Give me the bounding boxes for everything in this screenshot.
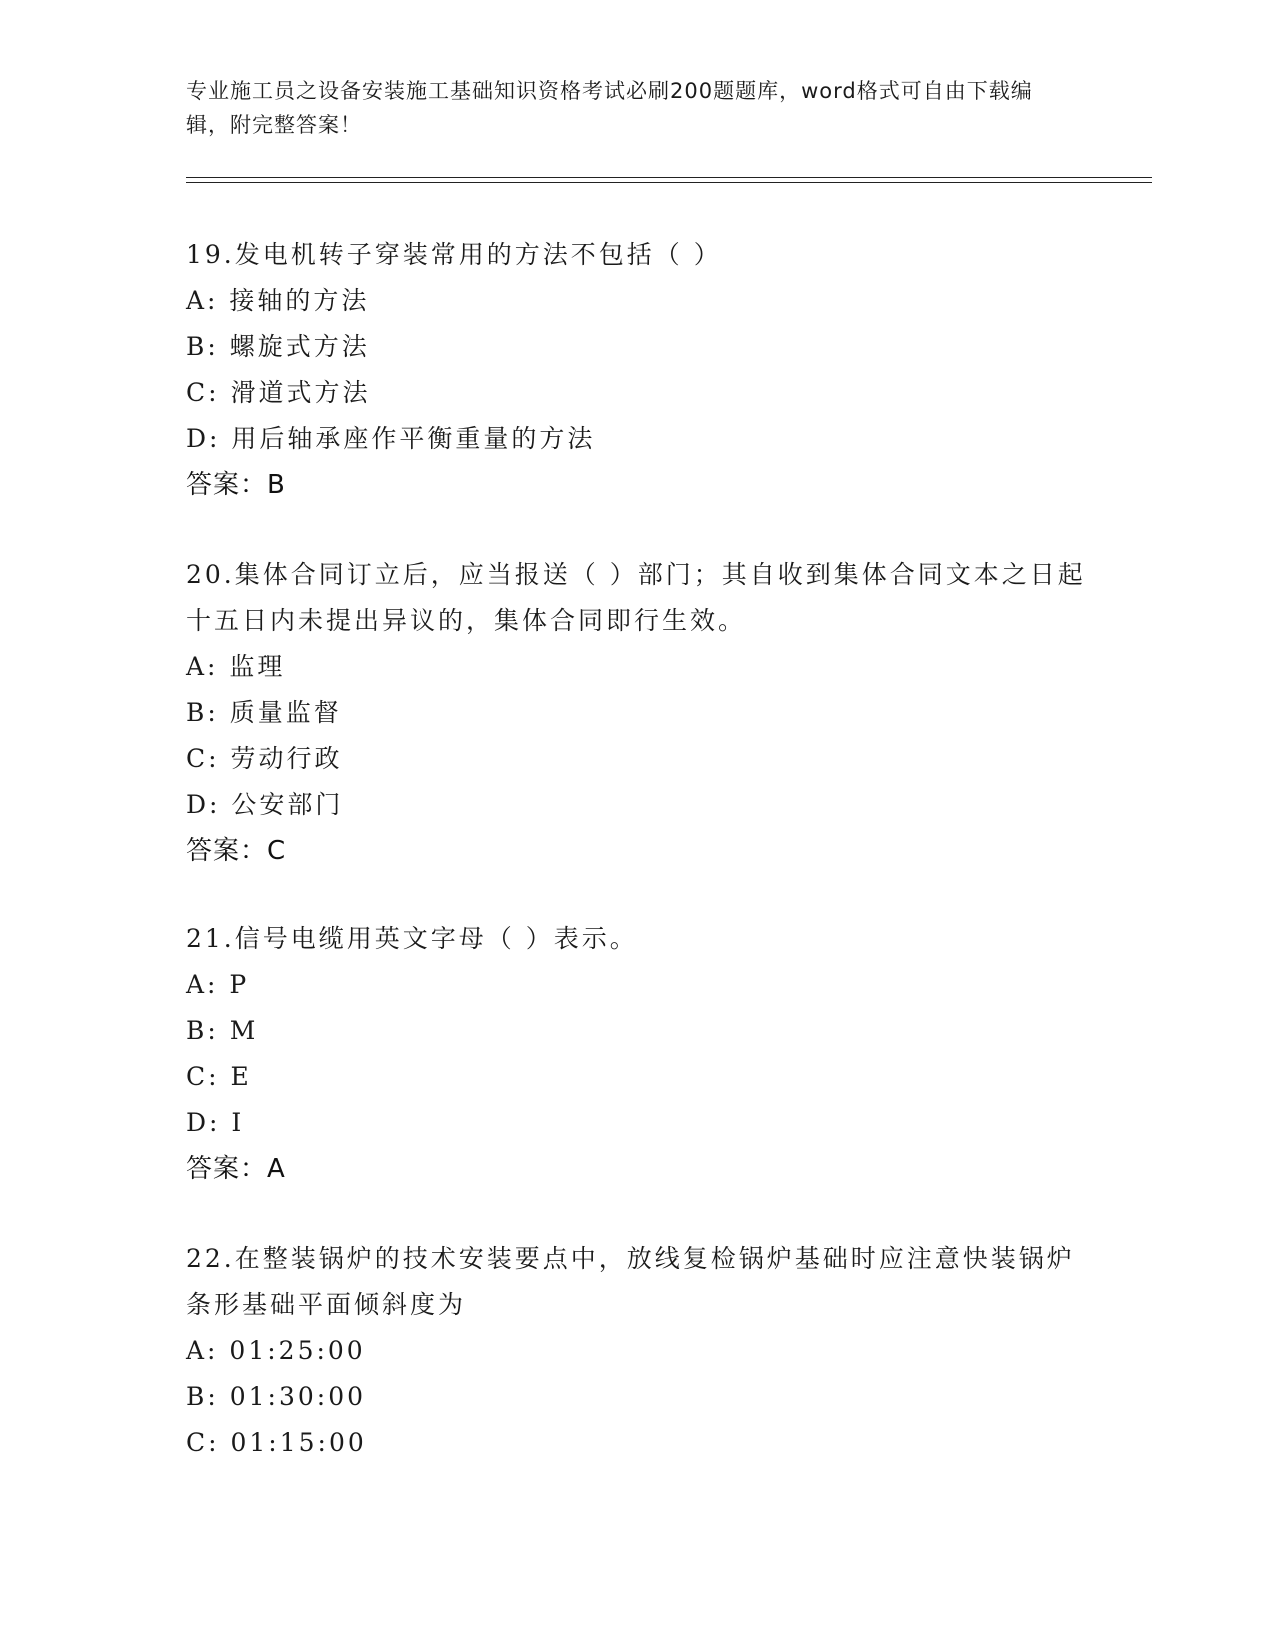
question-stem: 22.在整装锅炉的技术安装要点中，放线复检锅炉基础时应注意快装锅炉条形基础平面倾斜度为 — [186, 1244, 1075, 1319]
question-stem: 21.信号电缆用英文字母（ ）表示。 — [186, 924, 638, 953]
header-rule-bottom — [186, 182, 1152, 183]
option-c: C: 滑道式方法 — [186, 378, 371, 407]
header-rule-top — [186, 177, 1152, 178]
option-b: B: 质量监督 — [186, 698, 342, 727]
question-stem: 19.发电机转子穿装常用的方法不包括（ ） — [186, 240, 722, 269]
option-d: D: I — [186, 1108, 245, 1137]
answer-label: 答案：C — [186, 836, 287, 866]
question-20 — [186, 552, 1086, 874]
option-a: A: 01:25:00 — [186, 1336, 366, 1365]
option-c: C: 劳动行政 — [186, 744, 343, 773]
option-a: A: P — [186, 970, 250, 999]
question-22 — [186, 1236, 1086, 1466]
option-d: D: 用后轴承座作平衡重量的方法 — [186, 424, 596, 453]
option-a: A: 监理 — [186, 652, 286, 681]
option-a: A: 接轴的方法 — [186, 286, 370, 315]
answer-label: 答案：A — [186, 1154, 286, 1184]
document-header: 专业施工员之设备安装施工基础知识资格考试必刷200题题库，word格式可自由下载编辑，附完整答案！ — [186, 79, 1033, 137]
option-c: C: 01:15:00 — [186, 1428, 367, 1457]
question-stem: 20.集体合同订立后，应当报送（ ）部门；其自收到集体合同文本之日起十五日内未提出异议的，集体合同即行生效。 — [186, 560, 1086, 635]
question-21 — [186, 916, 1086, 1192]
option-c: C: E — [186, 1062, 252, 1091]
answer-label: 答案：B — [186, 470, 286, 500]
option-b: B: M — [186, 1016, 259, 1045]
option-d: D: 公安部门 — [186, 790, 344, 819]
question-19 — [186, 232, 1086, 508]
option-b: B: 螺旋式方法 — [186, 332, 370, 361]
option-b: B: 01:30:00 — [186, 1382, 367, 1411]
